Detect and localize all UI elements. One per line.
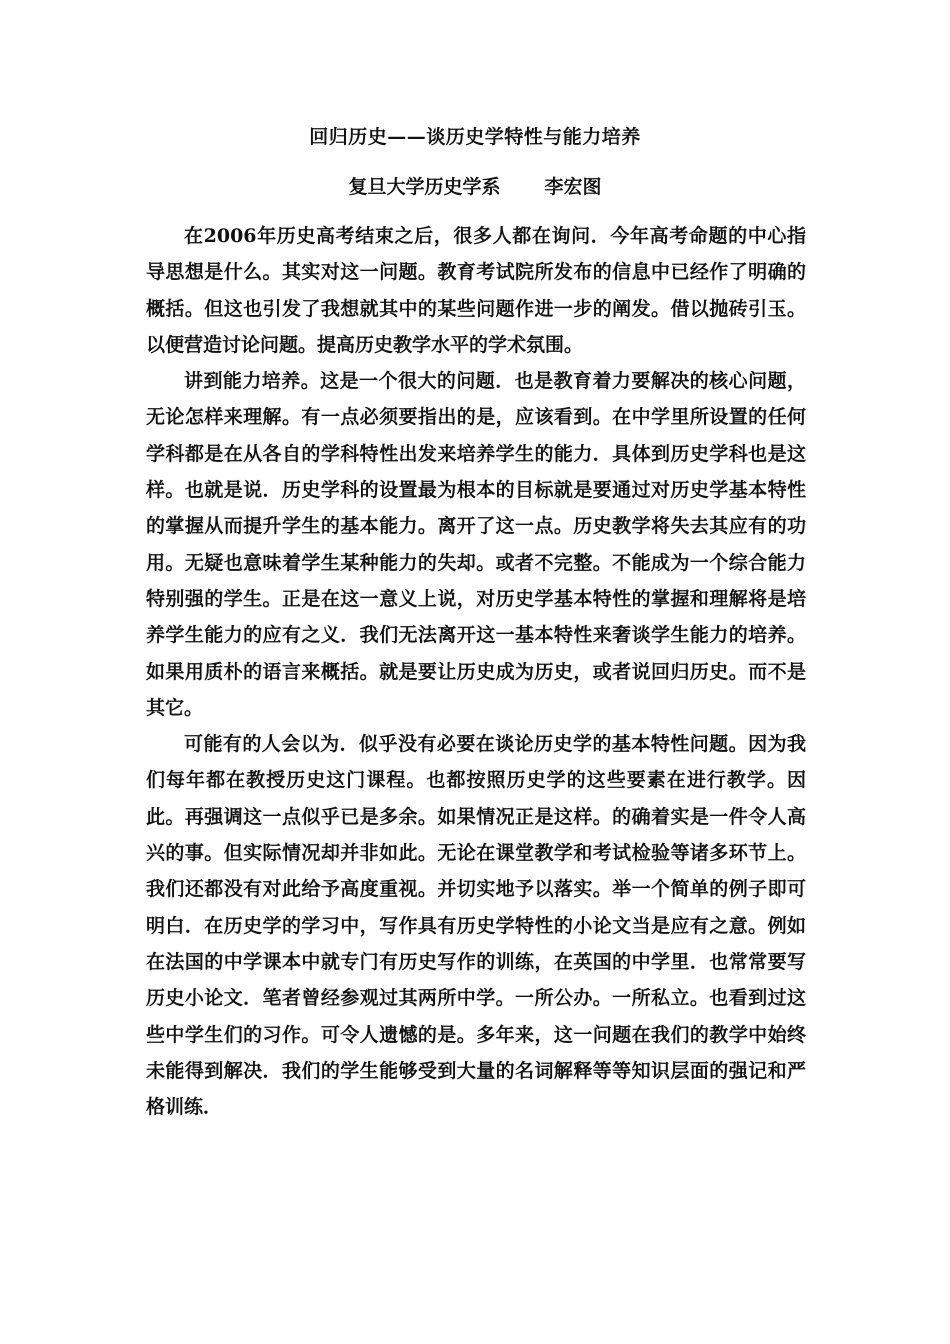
author-line bbox=[0, 172, 950, 199]
author-name: 李宏图 bbox=[544, 176, 602, 198]
document-title: 回归历史——谈历史学特性与能力培养 bbox=[309, 126, 641, 148]
paragraph-3: 可能有的人会以为．似乎没有必要在谈论历史学的基本特性问题。因为我们每年都在教授历史这门课程。也都按照历史学的这些要素在进行教学。因此。再强调这一点似乎已是多余。如果情况正是这样。的确着实是一件令人高兴的事。但实际情况却并非如此。无论在课堂教学和考试检验等诸多环节上。我们还都没有对此给予高度重视。并切实地予以落实。举一个简单的例子即可明白．在历史学的学习中，写作具有历史学特性的小论文当是应有之意。例如在法国的中学课本中就专门有历史写作的训练，在英国的中学里．也常常要写历史小论文．笔者曾经参观过其两所中学。一所公办。一所私立。也看到过这些中学生们的习作。可令人遗憾的是。多年来，这一问题在我们的教学中始终未能得到解决．我们的学生能够受到大量的名词解释等等知识层面的强记和严格训练． bbox=[146, 733, 806, 1119]
paragraph-2: 讲到能力培养。这是一个很大的问题．也是教育着力要解决的核心问题，无论怎样来理解。有一点必须要指出的是，应该看到。在中学里所设置的任何学科都是在从各自的学科特性出发来培养学生的能力．具体到历史学科也是这样。也就是说．历史学科的设置最为根本的目标就是要通过对历史学基本特性的掌握从而提升学生的基本能力。离开了这一点。历史教学将失去其应有的功用。无疑也意味着学生某种能力的失却。或者不完整。不能成为一个综合能力特别强的学生。正是在这一意义上说，对历史学基本特性的掌握和理解将是培养学生能力的应有之义．我们无法离开这一基本特性来奢谈学生能力的培养。如果用质朴的语言来概括。就是要让历史成为历史，或者说回归历史。而不是其它。 bbox=[146, 370, 806, 719]
affiliation: 复旦大学历史学系 bbox=[348, 176, 501, 198]
paragraph-1: 在2006年历史高考结束之后，很多人都在询问．今年高考命题的中心指导思想是什么。其实对这一问题。教育考试院所发布的信息中已经作了明确的概括。但这也引发了我想就其中的某些问题作进一步的阐发。借以抛砖引玉。以便营造讨论问题。提高历史教学水平的学术氛围。 bbox=[146, 225, 806, 356]
body-text bbox=[146, 218, 806, 1125]
